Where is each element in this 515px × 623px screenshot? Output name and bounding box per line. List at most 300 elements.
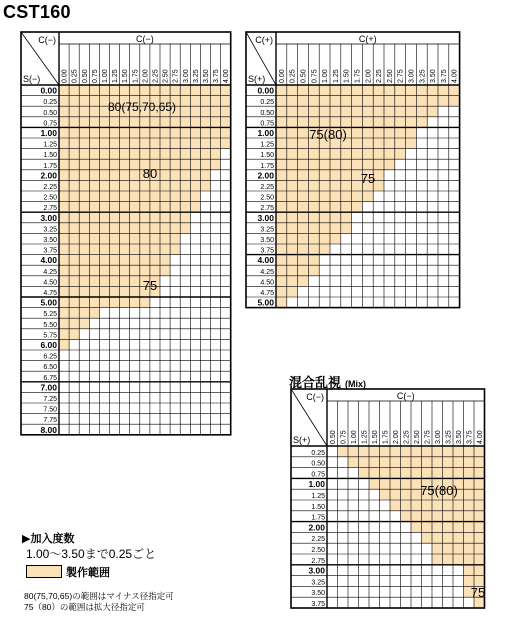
cyl-tick-label: 3.50 [430, 69, 438, 83]
cell-filled [298, 180, 309, 191]
cell-filled [319, 191, 330, 202]
cell-filled [464, 500, 475, 511]
cell-filled [130, 202, 140, 213]
cell-filled [170, 85, 180, 96]
cell-filled [395, 117, 406, 128]
cell-filled [120, 127, 130, 138]
cell-filled [432, 446, 443, 457]
cell-filled [449, 85, 460, 96]
cell-filled [395, 96, 406, 107]
cell-filled [287, 286, 298, 297]
cell-filled [390, 489, 401, 500]
sph-tick-label: 3.50 [43, 237, 57, 244]
cell-filled [89, 106, 99, 117]
cell-filled [352, 127, 363, 138]
cell-filled [330, 170, 341, 181]
corner-top-label: C(−) [306, 392, 324, 402]
cell-filled [464, 554, 475, 565]
cell-filled [89, 170, 99, 181]
sph-tick-label: 0.50 [260, 109, 274, 117]
cell-filled [276, 212, 287, 223]
cell-filled [120, 117, 130, 128]
cell-filled [276, 244, 287, 255]
cell-filled [352, 149, 363, 160]
cell-filled [308, 244, 319, 255]
cell-filled [140, 117, 150, 128]
cyl-tick-label: 1.25 [112, 69, 120, 83]
sph-tick-label: 0.75 [43, 120, 57, 128]
cell-filled [69, 233, 79, 244]
legend [22, 532, 157, 581]
cell-filled [453, 446, 464, 457]
cell-filled [395, 85, 406, 96]
cell-filled [432, 511, 443, 522]
cell-filled [474, 543, 485, 554]
sph-tick-label: 1.50 [260, 152, 274, 160]
sph-tick-label: 3.50 [311, 590, 325, 598]
cell-filled [384, 106, 395, 117]
cell-filled [110, 138, 120, 149]
sph-tick-label: 0.50 [43, 109, 57, 117]
cyl-tick-label: 1.25 [361, 430, 369, 444]
cell-filled [150, 127, 160, 138]
cell-filled [89, 297, 99, 308]
cell-filled [120, 180, 130, 191]
cell-filled [200, 117, 210, 128]
cyl-tick-label: 3.50 [202, 69, 210, 83]
cell-filled [319, 159, 330, 170]
cell-filled [190, 202, 200, 213]
cell-filled [411, 457, 422, 468]
cell-filled [150, 233, 160, 244]
cell-filled [287, 233, 298, 244]
cell-filled [308, 212, 319, 223]
cyl-tick-label: 2.25 [376, 69, 384, 83]
sph-tick-label: 4.75 [260, 290, 274, 297]
cell-filled [298, 149, 309, 160]
cell-filled [79, 180, 89, 191]
cell-filled [276, 286, 287, 297]
cell-filled [411, 522, 422, 533]
cell-filled [341, 202, 352, 213]
sph-tick-label: 3.50 [260, 237, 274, 244]
cell-filled [160, 117, 170, 128]
mix-table [291, 389, 485, 608]
cell-filled [160, 180, 170, 191]
cell-filled [150, 138, 160, 149]
cell-filled [276, 276, 287, 287]
cyl-tick-label: 4.00 [476, 430, 484, 444]
cell-filled [130, 170, 140, 181]
cell-filled [69, 265, 79, 276]
cell-filled [99, 202, 109, 213]
cell-filled [69, 308, 79, 319]
cell-filled [110, 159, 120, 170]
cell-filled [160, 244, 170, 255]
cell-filled [120, 276, 130, 287]
sph-tick-label: 2.50 [311, 547, 325, 554]
cell-filled [298, 223, 309, 234]
cell-filled [69, 329, 79, 340]
corner-bottom-label: S(+) [248, 74, 266, 84]
cyl-tick-label: 1.00 [322, 69, 330, 83]
cell-filled [180, 170, 190, 181]
cell-filled [130, 159, 140, 170]
cell-filled [443, 500, 454, 511]
cell-filled [130, 127, 140, 138]
cell-filled [190, 96, 200, 107]
cell-filled [395, 106, 406, 117]
cell-filled [298, 191, 309, 202]
cell-filled [276, 202, 287, 213]
cell-filled [411, 500, 422, 511]
cell-filled [211, 85, 221, 96]
cell-filled [362, 191, 373, 202]
sph-tick-label: 5.75 [43, 332, 57, 340]
cell-filled [120, 212, 130, 223]
cell-filled [401, 468, 412, 479]
range-label: 75 [360, 171, 376, 186]
cell-filled [79, 212, 89, 223]
cyl-tick-label: 1.75 [132, 69, 140, 83]
cell-filled [298, 138, 309, 149]
cell-filled [120, 202, 130, 213]
cell-filled [69, 117, 79, 128]
cell-filled [369, 446, 380, 457]
cyl-tick-label: 0.75 [91, 69, 99, 83]
cell-filled [411, 446, 422, 457]
cyl-tick-label: 3.75 [466, 430, 474, 444]
cell-filled [330, 223, 341, 234]
cell-filled [464, 511, 475, 522]
cell-filled [150, 244, 160, 255]
cell-filled [160, 212, 170, 223]
cell-filled [287, 170, 298, 181]
cell-filled [211, 138, 221, 149]
cell-filled [373, 85, 384, 96]
cell-filled [276, 180, 287, 191]
cyl-tick-label: 2.75 [397, 69, 405, 83]
cell-filled [411, 468, 422, 479]
cell-filled [200, 180, 210, 191]
sph-tick-label: 1.25 [43, 141, 57, 149]
cell-filled [341, 223, 352, 234]
cell-filled [453, 532, 464, 543]
cell-filled [276, 297, 287, 308]
cell-filled [287, 127, 298, 138]
cell-filled [79, 244, 89, 255]
cell-filled [287, 180, 298, 191]
cell-filled [276, 127, 287, 138]
cell-filled [110, 276, 120, 287]
cell-filled [99, 117, 109, 128]
cyl-tick-label: 2.00 [365, 69, 373, 83]
cell-filled [308, 106, 319, 117]
cell-filled [341, 159, 352, 170]
cell-filled [130, 85, 140, 96]
cyl-tick-label: 2.25 [403, 430, 411, 444]
cyl-tick-label: 0.00 [278, 69, 286, 83]
cell-filled [79, 96, 89, 107]
cell-filled [180, 106, 190, 117]
cell-filled [120, 159, 130, 170]
cell-filled [308, 180, 319, 191]
cell-filled [411, 511, 422, 522]
cell-filled [221, 127, 231, 138]
cell-filled [406, 117, 417, 128]
corner-top-label: C(+) [255, 35, 273, 45]
cell-filled [110, 297, 120, 308]
cell-filled [140, 138, 150, 149]
cell-filled [298, 106, 309, 117]
cell-filled [406, 85, 417, 96]
cell-filled [298, 244, 309, 255]
cell-filled [211, 127, 221, 138]
cell-filled [79, 106, 89, 117]
cell-filled [180, 202, 190, 213]
cell-filled [190, 149, 200, 160]
note-minus-diameter: 80(75,70,65)の範囲はマイナス径指定可 [24, 591, 174, 601]
cell-filled [180, 159, 190, 170]
cell-filled [190, 85, 200, 96]
sph-tick-label: 5.00 [257, 297, 274, 308]
cell-filled [319, 233, 330, 244]
sph-tick-label: 2.25 [43, 184, 57, 191]
cell-filled [464, 478, 475, 489]
cell-filled [140, 244, 150, 255]
cyl-tick-label: 2.00 [142, 69, 150, 83]
cell-filled [130, 276, 140, 287]
sph-tick-label: 3.75 [260, 247, 274, 255]
cell-filled [211, 96, 221, 107]
cell-filled [120, 149, 130, 160]
cell-filled [200, 138, 210, 149]
cell-filled [384, 159, 395, 170]
cell-filled [170, 233, 180, 244]
cell-filled [160, 255, 170, 266]
cell-filled [416, 117, 427, 128]
cell-filled [130, 223, 140, 234]
cell-filled [79, 138, 89, 149]
cell-filled [160, 191, 170, 202]
cell-filled [99, 265, 109, 276]
cell-filled [59, 297, 69, 308]
cell-filled [416, 96, 427, 107]
cell-filled [120, 191, 130, 202]
cell-filled [406, 106, 417, 117]
cell-filled [59, 180, 69, 191]
cell-filled [319, 96, 330, 107]
cell-filled [453, 511, 464, 522]
cell-filled [276, 117, 287, 128]
cell-filled [341, 212, 352, 223]
cell-filled [330, 117, 341, 128]
cell-filled [338, 446, 349, 457]
cell-filled [89, 265, 99, 276]
cell-filled [99, 276, 109, 287]
cell-filled [140, 180, 150, 191]
sph-tick-label: 3.25 [311, 579, 325, 587]
cell-filled [160, 202, 170, 213]
cell-filled [287, 106, 298, 117]
cell-filled [330, 85, 341, 96]
cell-filled [211, 117, 221, 128]
cell-filled [89, 149, 99, 160]
cell-filled [464, 522, 475, 533]
cell-filled [348, 457, 359, 468]
sph-tick-label: 4.00 [257, 255, 274, 266]
cell-filled [276, 96, 287, 107]
cell-filled [59, 170, 69, 181]
cyl-tick-label: 1.75 [354, 69, 362, 83]
cell-filled [373, 149, 384, 160]
cell-filled [287, 96, 298, 107]
cell-filled [170, 149, 180, 160]
sph-tick-label: 1.25 [311, 493, 325, 500]
cell-filled [59, 339, 69, 350]
sph-tick-label: 2.50 [43, 194, 57, 202]
cell-filled [110, 117, 120, 128]
cell-filled [287, 159, 298, 170]
cell-filled [99, 85, 109, 96]
cyl-tick-label: 2.75 [424, 430, 432, 444]
cell-filled [160, 170, 170, 181]
cell-filled [79, 286, 89, 297]
cell-filled [69, 96, 79, 107]
cell-filled [130, 265, 140, 276]
cyl-tick-label: 0.50 [329, 430, 337, 444]
cell-filled [160, 149, 170, 160]
cell-filled [99, 233, 109, 244]
sph-tick-label: 1.75 [311, 514, 325, 522]
cell-filled [308, 85, 319, 96]
sph-tick-label: 3.75 [43, 247, 57, 255]
cell-filled [395, 127, 406, 138]
cell-filled [298, 117, 309, 128]
cell-filled [69, 255, 79, 266]
cell-filled [308, 191, 319, 202]
range-label: 80(75,70,65) [107, 100, 177, 114]
cell-filled [221, 117, 231, 128]
cell-filled [89, 191, 99, 202]
cell-filled [427, 85, 438, 96]
cell-filled [308, 96, 319, 107]
cell-filled [380, 446, 391, 457]
cell-filled [130, 180, 140, 191]
cell-filled [319, 85, 330, 96]
cell-filled [432, 457, 443, 468]
cell-filled [190, 138, 200, 149]
cell-filled [99, 180, 109, 191]
cell-filled [170, 244, 180, 255]
cell-filled [110, 255, 120, 266]
cell-filled [130, 117, 140, 128]
cell-filled [150, 202, 160, 213]
cell-filled [150, 255, 160, 266]
cell-filled [221, 96, 231, 107]
cell-filled [69, 244, 79, 255]
cell-filled [438, 85, 449, 96]
cell-filled [287, 191, 298, 202]
cell-filled [99, 297, 109, 308]
cell-filled [160, 223, 170, 234]
cell-filled [276, 223, 287, 234]
cell-filled [99, 138, 109, 149]
range-label: 75(80) [420, 483, 458, 498]
cell-filled [298, 202, 309, 213]
cell-filled [276, 138, 287, 149]
notes [24, 591, 174, 613]
cell-filled [453, 522, 464, 533]
cell-filled [330, 212, 341, 223]
cell-filled [422, 468, 433, 479]
cell-filled [79, 297, 89, 308]
cell-filled [140, 265, 150, 276]
cell-filled [330, 96, 341, 107]
cell-filled [474, 478, 485, 489]
cell-filled [120, 138, 130, 149]
cell-filled [298, 212, 309, 223]
cell-filled [99, 127, 109, 138]
cell-filled [422, 511, 433, 522]
cell-filled [160, 233, 170, 244]
sph-tick-label: 2.75 [43, 205, 57, 213]
cell-filled [120, 297, 130, 308]
cell-filled [69, 138, 79, 149]
cell-filled [69, 106, 79, 117]
cell-filled [221, 138, 231, 149]
cell-filled [464, 489, 475, 500]
cell-filled [89, 276, 99, 287]
cell-filled [170, 223, 180, 234]
sph-tick-label: 0.00 [40, 85, 57, 96]
cell-filled [453, 543, 464, 554]
cell-filled [464, 532, 475, 543]
fill-legend-row [26, 565, 156, 581]
cell-filled [359, 446, 370, 457]
cell-filled [341, 149, 352, 160]
cell-filled [110, 149, 120, 160]
cell-filled [380, 478, 391, 489]
cell-filled [319, 212, 330, 223]
cell-filled [373, 117, 384, 128]
cell-filled [287, 244, 298, 255]
cell-filled [79, 276, 89, 287]
cell-filled [120, 286, 130, 297]
cyl-tick-label: 3.75 [440, 69, 448, 83]
cell-filled [319, 202, 330, 213]
sph-tick-label: 1.00 [257, 128, 274, 138]
cell-filled [79, 85, 89, 96]
sph-tick-label: 8.00 [40, 424, 57, 435]
cell-filled [69, 318, 79, 329]
cell-filled [190, 191, 200, 202]
cell-filled [89, 233, 99, 244]
cell-filled [308, 233, 319, 244]
cell-filled [474, 532, 485, 543]
cell-filled [474, 500, 485, 511]
sph-tick-label: 3.00 [308, 565, 325, 576]
cyl-tick-label: 0.50 [81, 69, 89, 83]
cell-filled [443, 511, 454, 522]
cell-filled [79, 159, 89, 170]
cell-filled [319, 244, 330, 255]
fill-swatch [26, 565, 62, 578]
cell-filled [276, 255, 287, 266]
cell-filled [395, 138, 406, 149]
cell-filled [474, 522, 485, 533]
cell-filled [150, 265, 160, 276]
